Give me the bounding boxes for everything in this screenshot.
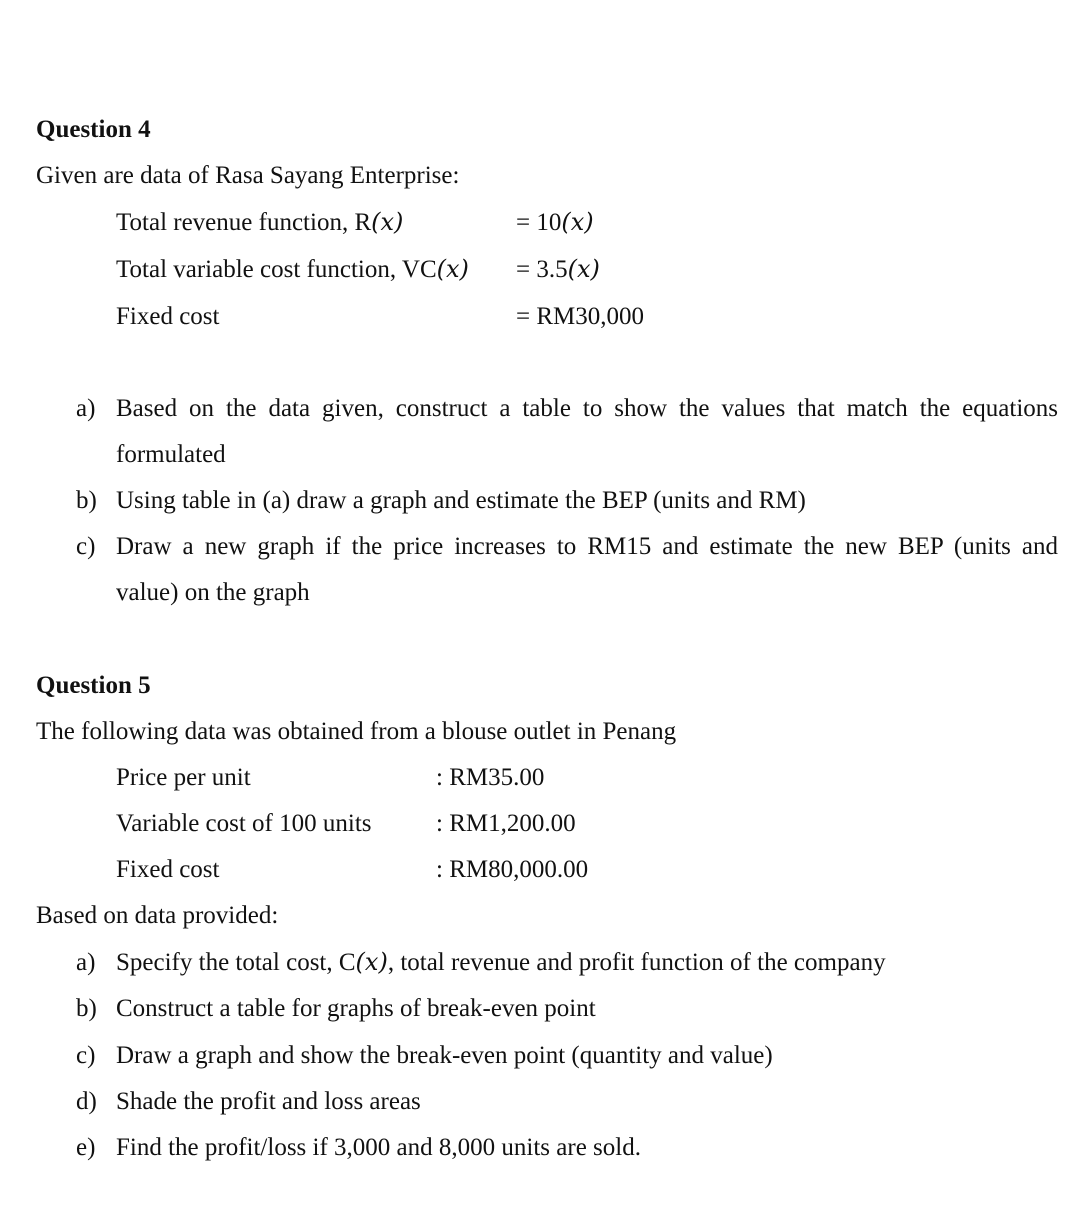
q4-item-a-marker: a) <box>76 395 96 422</box>
q5-item-d-marker: d) <box>76 1088 97 1115</box>
q5-item-a-marker: a) <box>76 949 96 976</box>
q5-item-e-text: Find the profit/loss if 3,000 and 8,000 units are sold. <box>116 1134 641 1161</box>
q4-row-revenue-value-text: = 10 <box>516 209 562 236</box>
q5-row-price-label: Price per unit <box>116 764 251 791</box>
q4-row-revenue-value <box>516 210 594 235</box>
q4-row-revenue-label-text: Total revenue function, R <box>116 209 372 236</box>
question-4-intro: Given are data of Rasa Sayang Enterprise: <box>36 162 460 189</box>
q4-row-variable-cost-label <box>116 257 469 282</box>
q5-item-a-var: (x) <box>355 948 388 976</box>
question-5-intro: The following data was obtained from a blouse outlet in Penang <box>36 718 677 745</box>
q5-row-price-value: : RM35.00 <box>436 764 545 791</box>
q4-row-variable-cost-value-var: (x) <box>567 255 600 283</box>
question-4-title: Question 4 <box>36 116 151 143</box>
q4-item-c-line2: value) on the graph <box>116 579 310 606</box>
q4-row-fixed-cost-value: = RM30,000 <box>516 303 645 330</box>
q5-item-c-marker: c) <box>76 1042 96 1069</box>
q4-row-variable-cost-label-text: Total variable cost function, VC <box>116 256 437 283</box>
q4-row-revenue-value-var: (x) <box>561 208 594 236</box>
q4-item-a-line2: formulated <box>116 441 226 468</box>
q4-item-c-line1: Draw a new graph if the price increases to RM15 and estimate the new BEP (units and <box>116 533 1058 560</box>
q5-item-d-text: Shade the profit and loss areas <box>116 1088 421 1115</box>
q4-row-revenue-label-var: (x) <box>371 208 404 236</box>
q5-item-c-text: Draw a graph and show the break-even point (quantity and value) <box>116 1042 773 1069</box>
q4-row-variable-cost-label-var: (x) <box>436 255 469 283</box>
q5-row-variable-cost-label: Variable cost of 100 units <box>116 810 372 837</box>
q5-item-b-marker: b) <box>76 995 97 1022</box>
q4-item-a-line1: Based on the data given, construct a table to show the values that match the equations <box>116 395 1058 422</box>
q4-item-b-text: Using table in (a) draw a graph and estimate the BEP (units and RM) <box>116 487 806 514</box>
q5-item-e-marker: e) <box>76 1134 96 1161</box>
q4-row-variable-cost-value-text: = 3.5 <box>516 256 568 283</box>
q5-item-b-text: Construct a table for graphs of break-even point <box>116 995 596 1022</box>
q5-based-on: Based on data provided: <box>36 902 279 929</box>
q4-item-c-marker: c) <box>76 533 96 560</box>
q5-row-variable-cost-value: : RM1,200.00 <box>436 810 576 837</box>
question-5-title: Question 5 <box>36 672 151 699</box>
q5-item-a-text <box>116 950 886 975</box>
q4-row-revenue-label <box>116 210 403 235</box>
q5-row-fixed-cost-value: : RM80,000.00 <box>436 856 589 883</box>
q4-row-fixed-cost-label: Fixed cost <box>116 303 220 330</box>
q4-item-b-marker: b) <box>76 487 97 514</box>
q5-item-a-pre: Specify the total cost, C <box>116 949 356 976</box>
q4-row-variable-cost-value <box>516 257 600 282</box>
q5-item-a-post: , total revenue and profit function of the company <box>387 949 886 976</box>
q5-row-fixed-cost-label: Fixed cost <box>116 856 220 883</box>
